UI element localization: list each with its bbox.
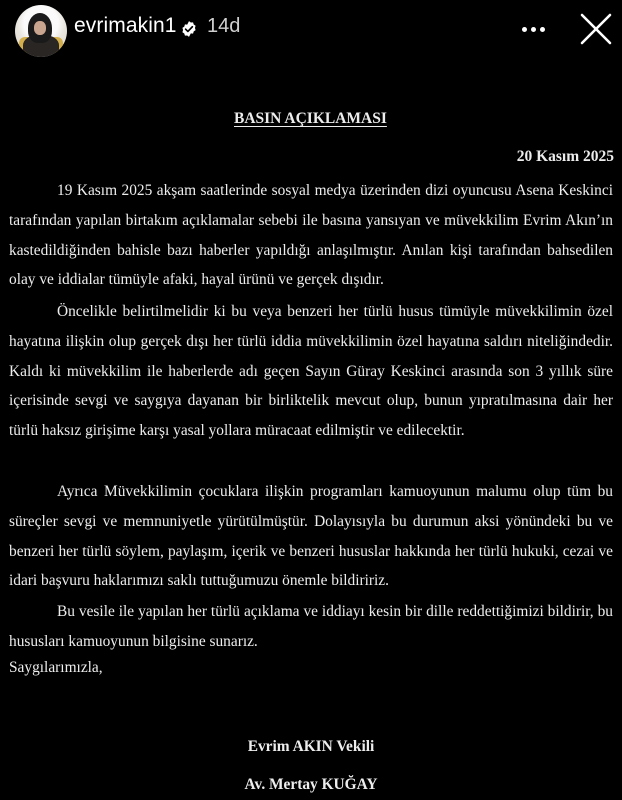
paragraph-3: Ayrıca Müvekkilimin çocuklara ilişkin programları kamuoyunun malumu olup tüm bu süreçler sevgi ve memnuniyetle yürütülmüştür. Dolayısıyla bu durumun aksi yönündeki bu ve benzeri her türlü söylem, paylaşım, içerik ve benzeri hususlar hakkında her türlü hukuki, cezai ve idari başvuru haklarımızı saklı tuttuğumuzu önemle bildiririz. xyxy=(9,483,613,590)
more-horizontal-icon-dot xyxy=(531,27,536,32)
document-date: 20 Kasım 2025 xyxy=(516,148,614,165)
avatar-face xyxy=(34,21,46,35)
more-horizontal-icon-dot xyxy=(522,27,527,32)
username-link[interactable]: evrimakin1 xyxy=(74,14,177,37)
document-title: BASIN AÇIKLAMASI xyxy=(234,110,387,127)
more-horizontal-icon-dot xyxy=(540,27,545,32)
paragraph-1: 19 Kasım 2025 akşam saatlerinde sosyal medya üzerinden dizi oyuncusu Asena Keskinci tarafından yapılan birtakım açıklamalar sebebi ile basına yansıyan ve müvekkilim Evrim Akın’ın kastedildiğinden bahisle bazı haberler yapıldığı anlaşılmıştır. Anılan kişi tarafından bahsedilen olay ve iddialar tümüyle afaki, hayal ürünü ve gerçek dışıdır. xyxy=(9,182,613,289)
more-options-button[interactable] xyxy=(518,24,548,34)
post-time: 14d xyxy=(207,15,241,37)
verified-badge-icon xyxy=(180,20,198,38)
signature-line-1: Evrim AKIN Vekili xyxy=(247,738,375,755)
avatar[interactable] xyxy=(15,5,67,57)
press-release-document xyxy=(0,62,622,800)
story-header xyxy=(0,0,622,62)
paragraph-2: Öncelikle belirtilmelidir ki bu veya benzeri her türlü husus tümüyle müvekkilimin özel hayatına ilişkin olup gerçek dışı her türlü iddia müvekkilimin özel hayatına saldırı niteliğindedir. Kaldı ki müvekkilim ile haberlerde adı geçen Sayın Güray Keskinci arasında son 3 yıllık süre içerisinde sevgi ve saygıya dayanan bir birliktelik mevcut olup, bunun yıpratılmasına dair her türlü haksız girişime karşı yasal yollara müracaat edilmiştir ve edilecektir. xyxy=(9,303,613,440)
paragraph-4: Bu vesile ile yapılan her türlü açıklama ve iddiayı kesin bir dille reddettiğimizi bildirir, bu hususları kamuoyunun bilgisine sunarız. xyxy=(9,603,613,650)
close-icon[interactable] xyxy=(577,10,615,48)
signature-line-2: Av. Mertay KUĞAY xyxy=(244,776,378,793)
closing-line: Saygılarımızla, xyxy=(9,659,103,676)
